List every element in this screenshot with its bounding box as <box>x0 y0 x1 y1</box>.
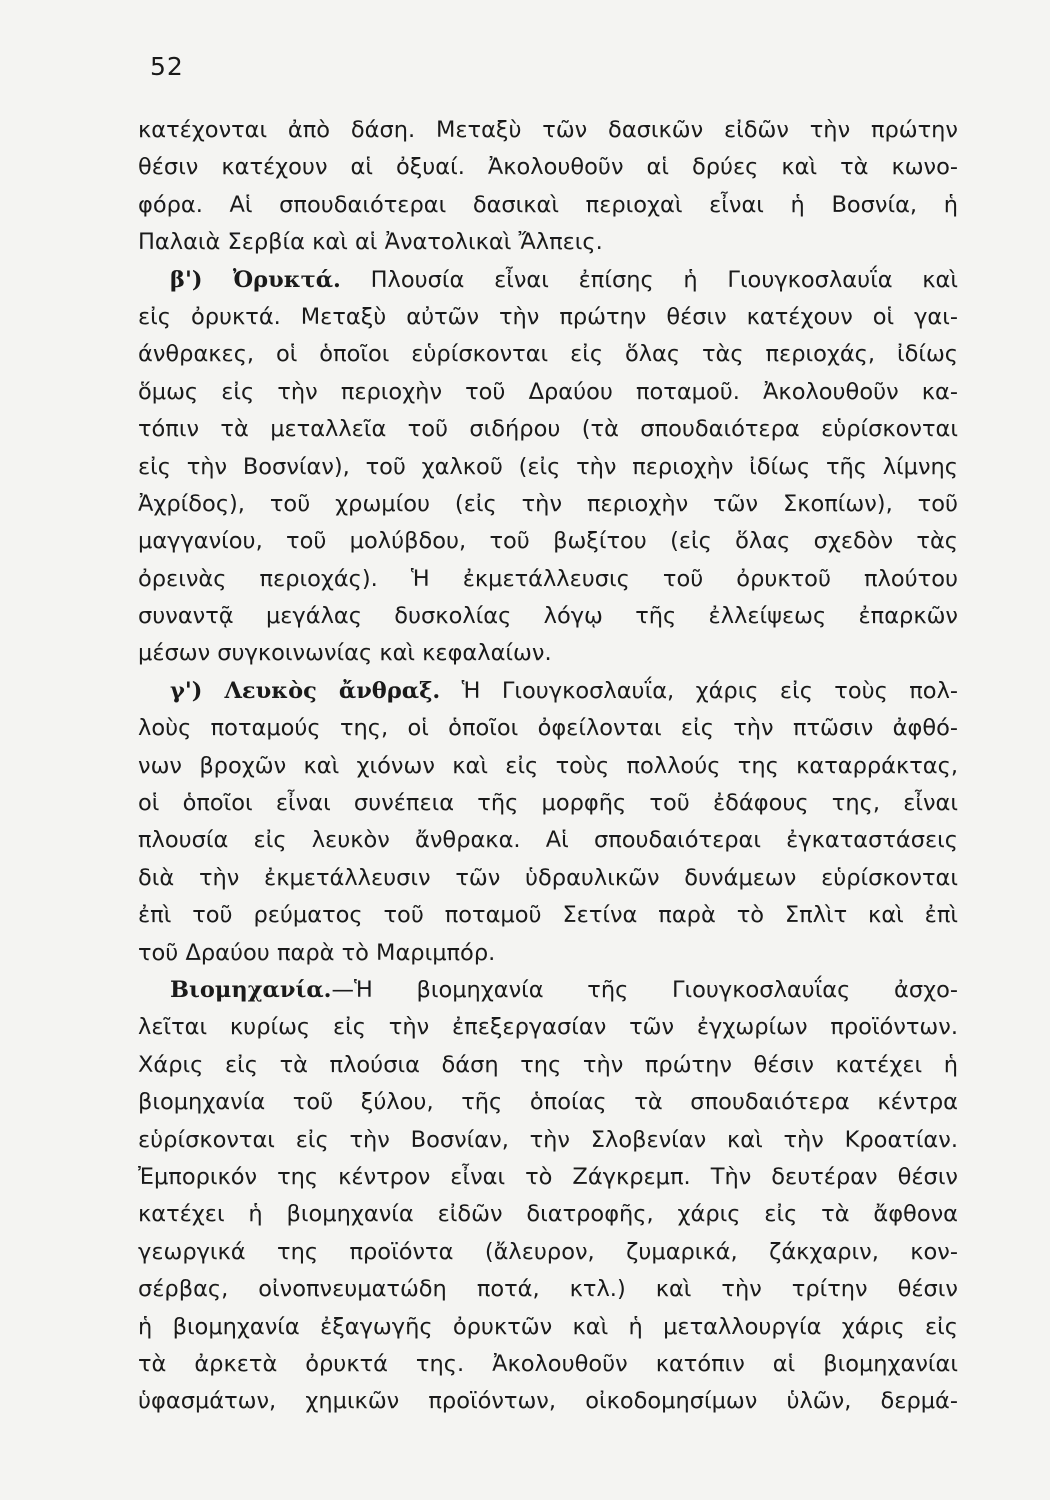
section-heading-white-coal: γ') Λευκὸς ἄνθραξ. <box>170 677 441 704</box>
text-line: φόρα. Αἱ σπουδαιότεραι δασικαὶ περιοχαὶ εἶναι ἡ Βοσνία, ἡ <box>138 191 958 218</box>
text-line: ὀρεινὰς περιοχάς). Ἡ ἐκμετάλλευσις τοῦ ὀρυκτοῦ πλούτου <box>138 565 958 592</box>
text-line: τὰ ἀρκετὰ ὀρυκτά της. Ἀκολουθοῦν κατόπιν αἱ βιομηχανίαι <box>138 1350 958 1377</box>
section-text: Πλουσία εἶναι ἐπίσης ἡ Γιουγκοσλαυΐα καὶ <box>340 266 958 293</box>
page-number: 52 <box>150 52 184 81</box>
text-line: πλουσία εἰς λευκὸν ἄνθρακα. Αἱ σπουδαιότεραι ἐγκαταστάσεις <box>138 827 958 854</box>
text-line: συναντᾷ μεγάλας δυσκολίας λόγῳ τῆς ἐλλείψεως ἐπαρκῶν <box>138 603 958 630</box>
section-heading-industry: Βιομηχανία. <box>170 976 332 1003</box>
text-line: λοὺς ποταμούς της, οἱ ὁποῖοι ὀφείλονται εἰς τὴν πτῶσιν ἀφθό- <box>138 715 958 742</box>
text-line: διὰ τὴν ἐκμετάλλευσιν τῶν ὑδραυλικῶν δυνάμεων εὑρίσκονται <box>138 864 958 891</box>
text-line: κατέχει ἡ βιομηχανία εἰδῶν διατροφῆς, χάρις εἰς τὰ ἄφθονα <box>138 1201 958 1228</box>
text-line: εἰς τὴν Βοσνίαν), τοῦ χαλκοῦ (εἰς τὴν περιοχὴν ἰδίως τῆς λίμνης <box>138 453 958 480</box>
section-heading-line <box>138 262 958 299</box>
text-line: κατέχονται ἀπὸ δάση. Μεταξὺ τῶν δασικῶν εἰδῶν τὴν πρώτην <box>138 117 958 143</box>
text-line: Παλαιὰ Σερβία καὶ αἱ Ἀνατολικαὶ Ἄλπεις. <box>138 229 603 256</box>
text-line: άνθρακες, οἱ ὁποῖοι εὑρίσκονται εἰς ὅλας τὰς περιοχάς, ἰδίως <box>138 341 958 368</box>
text-line: βιομηχανία τοῦ ξύλου, τῆς ὁποίας τὰ σπουδαιότερα κέντρα <box>138 1089 958 1116</box>
text-line: ὅμως εἰς τὴν περιοχὴν τοῦ Δραύου ποταμοῦ. Ἀκολουθοῦν κα- <box>138 378 958 405</box>
body-text <box>138 112 958 1421</box>
section-heading-line <box>138 972 958 1009</box>
text-line: σέρβας, οἰνοπνευματώδη ποτά, κτλ.) καὶ τὴν τρίτην θέσιν <box>138 1276 958 1303</box>
text-line: Χάρις εἰς τὰ πλούσια δάση της τὴν πρώτην θέσιν κατέχει ἡ <box>138 1051 958 1078</box>
section-heading-line <box>138 673 958 710</box>
text-line: εὑρίσκονται εἰς τὴν Βοσνίαν, τὴν Σλοβενίαν καὶ τὴν Κροατίαν. <box>138 1126 958 1153</box>
section-text: —Ἡ βιομηχανία τῆς Γιουγκοσλαυΐας ἀσχο- <box>331 976 958 1003</box>
text-line: λεῖται κυρίως εἰς τὴν ἐπεξεργασίαν τῶν ἐγχωρίων προϊόντων. <box>138 1014 958 1041</box>
section-heading-minerals: β') Ὀρυκτά. <box>170 266 341 293</box>
text-line: οἱ ὁποῖοι εἶναι συνέπεια τῆς μορφῆς τοῦ ἐδάφους της, εἶναι <box>138 790 958 817</box>
text-line: νων βροχῶν καὶ χιόνων καὶ εἰς τοὺς πολλούς της καταρράκτας, <box>138 752 958 779</box>
text-line: τόπιν τὰ μεταλλεῖα τοῦ σιδήρου (τὰ σπουδαιότερα εὑρίσκονται <box>138 416 958 443</box>
text-line: ἐπὶ τοῦ ρεύματος τοῦ ποταμοῦ Σετίνα παρὰ τὸ Σπλὶτ καὶ ἐπὶ <box>138 902 958 929</box>
text-line: ὑφασμάτων, χημικῶν προϊόντων, οἰκοδομησίμων ὑλῶν, δερμά- <box>138 1388 958 1415</box>
text-line: μαγγανίου, τοῦ μολύβδου, τοῦ βωξίτου (εἰς ὅλας σχεδὸν τὰς <box>138 528 958 555</box>
text-line: Ἀχρίδος), τοῦ χρωμίου (εἰς τὴν περιοχὴν τῶν Σκοπίων), τοῦ <box>138 490 958 517</box>
text-line: τοῦ Δραύου παρὰ τὸ Μαριμπόρ. <box>138 939 496 966</box>
text-line: γεωργικά της προϊόντα (ἄλευρον, ζυμαρικά, ζάκχαριν, κον- <box>138 1238 958 1265</box>
section-text: Ἡ Γιουγκοσλαυΐα, χάρις εἰς τοὺς πολ- <box>440 677 958 704</box>
text-line: ἡ βιομηχανία ἐξαγωγῆς ὀρυκτῶν καὶ ἡ μεταλλουργία χάρις εἰς <box>138 1313 958 1340</box>
text-line: Ἐμπορικόν της κέντρον εἶναι τὸ Ζάγκρεμπ. Τὴν δευτέραν θέσιν <box>138 1163 958 1190</box>
text-line: θέσιν κατέχουν αἱ ὀξυαί. Ἀκολουθοῦν αἱ δρύες καὶ τὰ κωνο- <box>138 154 958 181</box>
text-line: εἰς ὀρυκτά. Μεταξὺ αὐτῶν τὴν πρώτην θέσιν κατέχουν οἱ γαι- <box>138 303 958 330</box>
text-line: μέσων συγκοινωνίας καὶ κεφαλαίων. <box>138 640 552 667</box>
